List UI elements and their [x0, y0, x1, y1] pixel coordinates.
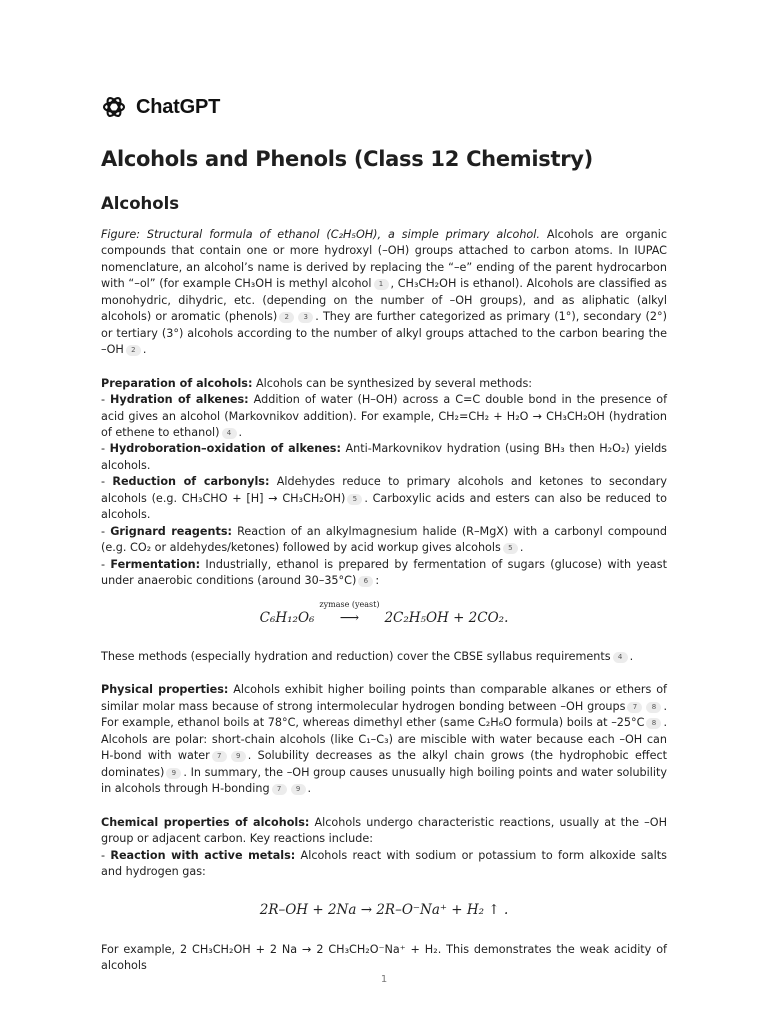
citation-badge[interactable]: 2 [279, 312, 294, 323]
document-page [101, 92, 667, 975]
brand-header [101, 92, 667, 122]
preparation-heading: Preparation of alcohols: [101, 376, 253, 390]
preparation-intro: Alcohols can be synthesized by several methods: [252, 376, 533, 390]
arrow-label: zymase (yeast) [319, 599, 380, 609]
alkoxide-equation: 2R–OH + 2Na → 2R–O⁻Na⁺ + H₂ ↑ . [259, 902, 509, 919]
section-heading: Alcohols [101, 194, 180, 213]
page-title: Alcohols and Phenols (Class 12 Chemistry) [101, 147, 593, 171]
list-dash: - [101, 524, 111, 538]
intro-text-1: Alcohols are organic compounds that contain one or more hydroxyl (–OH) groups attached to carbon atoms. In IUPAC nomenclature, an alcohol’s name is derived by replacing the “–e” ending of the parent hydrocarbon with “–ol” (for example CH₃OH is methyl alcohol [101, 228, 668, 291]
methods-note-text: These methods (especially hydration and reduction) cover the CBSE syllabus requirements [101, 649, 611, 663]
citation-badge[interactable]: 4 [222, 428, 237, 439]
brand-name: ChatGPT [136, 95, 221, 118]
list-dash: - [101, 475, 113, 489]
method-grignard-heading: Grignard reagents: [110, 524, 232, 538]
citation-badge[interactable]: 8 [646, 718, 661, 729]
equation-lhs: C₆H₁₂O₆ [259, 609, 315, 626]
physical-text-2: . For example, ethanol boils at 78°C, whereas dimethyl ether (same C₂H₆O formula) boils at –25°C [101, 699, 667, 730]
period: . [629, 649, 634, 663]
citation-badge[interactable]: 9 [231, 751, 246, 762]
intro-text-4: . [142, 343, 147, 357]
method-reduction-text-2: . Carboxylic acids and esters can also be reduced to alcohols. [101, 491, 667, 522]
citation-badge[interactable]: 5 [347, 494, 362, 505]
method-reduction-heading: Reduction of carbonyls: [112, 475, 270, 489]
intro-text-3: . They are further categorized as primary (1°), secondary (2°) or tertiary (3°) alcohols according to the number of alkyl groups attached to the carbon bearing the –OH [101, 310, 667, 357]
citation-badge[interactable]: 6 [358, 576, 373, 587]
reaction-metals-text: Alcohols react with sodium or potassium to form alkoxide salts and hydrogen gas: [101, 848, 667, 878]
method-hydration-heading: Hydration of alkenes: [110, 393, 249, 407]
citation-badge[interactable]: 5 [503, 543, 518, 554]
methods-note [101, 649, 667, 665]
citation-badge[interactable]: 7 [627, 702, 642, 713]
physical-properties-section [101, 682, 667, 797]
citation-badge[interactable]: 4 [613, 652, 628, 663]
intro-text-2: , CH₃CH₂OH is ethanol). Alcohols are classified as monohydric, dihydric, etc. (depending on the number of –OH groups), and as aliphatic (alkyl alcohols) or aromatic (phenols) [101, 277, 667, 324]
method-fermentation-heading: Fermentation: [110, 557, 201, 571]
physical-text-5: . In summary, the –OH group causes unusually high boiling points and water solubility in alcohols through H-bonding [101, 765, 667, 796]
physical-text-3: . Alcohols are polar: short-chain alcohols (like C₁–C₃) are miscible with water because each –OH can H-bond with water [101, 716, 667, 763]
period: . [238, 425, 243, 439]
method-grignard-text: Reaction of an alkylmagnesium halide (R–MgX) with a carbonyl compound (e.g. CO₂ or aldehydes/ketones) followed by acid workup gives alcohols [101, 524, 667, 555]
chemical-properties-section [101, 815, 667, 881]
figure-caption: Figure: Structural formula of ethanol (C₂H₅OH), a simple primary alcohol. [101, 228, 540, 241]
physical-text-4: . Solubility decreases as the alkyl chain grows (the hydrophobic effect dominates) [101, 749, 668, 779]
citation-badge[interactable]: 2 [126, 345, 141, 356]
equation-rhs: 2C₂H₅OH + 2CO₂. [384, 609, 509, 626]
list-dash: - [101, 848, 111, 862]
method-hydroboration-text: Anti-Markovnikov hydration (using BH₃ then H₂O₂) yields alcohols. [101, 442, 667, 472]
physical-text-1: Alcohols exhibit higher boiling points than comparable alkanes or ethers of similar molar mass because of strong intermolecular hydrogen bonding between –OH groups [101, 683, 667, 713]
method-reduction-text: Aldehydes reduce to primary alcohols and ketones to secondary alcohols (e.g. CH₃CHO + [H] → CH₃CH₂OH) [101, 475, 667, 505]
method-fermentation-text: Industrially, ethanol is prepared by fermentation of sugars (glucose) with yeast under anaerobic conditions (around 30–35°C) [101, 557, 667, 588]
citation-badge[interactable]: 9 [166, 768, 181, 779]
preparation-section [101, 376, 667, 590]
citation-badge[interactable]: 3 [298, 312, 313, 323]
citation-badge[interactable]: 7 [212, 751, 227, 762]
fermentation-equation [101, 599, 667, 626]
citation-badge[interactable]: 8 [646, 702, 661, 713]
chemical-text-1: Alcohols undergo characteristic reactions, usually at the –OH group or adjacent carbon. Key reactions include: [101, 815, 667, 846]
openai-logo-icon [101, 94, 127, 120]
final-paragraph: For example, 2 CH₃CH₂OH + 2 Na → 2 CH₃CH₂O⁻Na⁺ + H₂. This demonstrates the weak acidity of alcohols [101, 942, 667, 973]
list-dash: - [101, 393, 111, 407]
citation-badge[interactable]: 1 [374, 279, 389, 290]
physical-heading: Physical properties: [101, 683, 229, 697]
method-hydroboration-heading: Hydroboration–oxidation of alkenes: [109, 442, 341, 456]
reaction-arrow: zymase (yeast) ⟶ [314, 610, 384, 626]
citation-badge[interactable]: 9 [291, 784, 306, 795]
chemical-heading: Chemical properties of alcohols: [101, 815, 310, 829]
colon: : [375, 574, 380, 588]
intro-paragraph [101, 227, 667, 359]
period: . [519, 541, 524, 555]
method-hydration-text: Addition of water (H–OH) across a C=C double bond in the presence of acid gives an alcohol (Markovnikov addition). For example, CH₂=CH₂ + H₂O → CH₃CH₂OH (hydration of ethene to ethanol) [101, 393, 668, 439]
page-number: 1 [380, 974, 388, 985]
list-dash: - [101, 442, 110, 456]
reaction-metals-heading: Reaction with active metals: [110, 848, 296, 862]
citation-badge[interactable]: 7 [272, 784, 287, 795]
list-dash: - [101, 557, 111, 571]
physical-text-6: . [307, 782, 312, 796]
